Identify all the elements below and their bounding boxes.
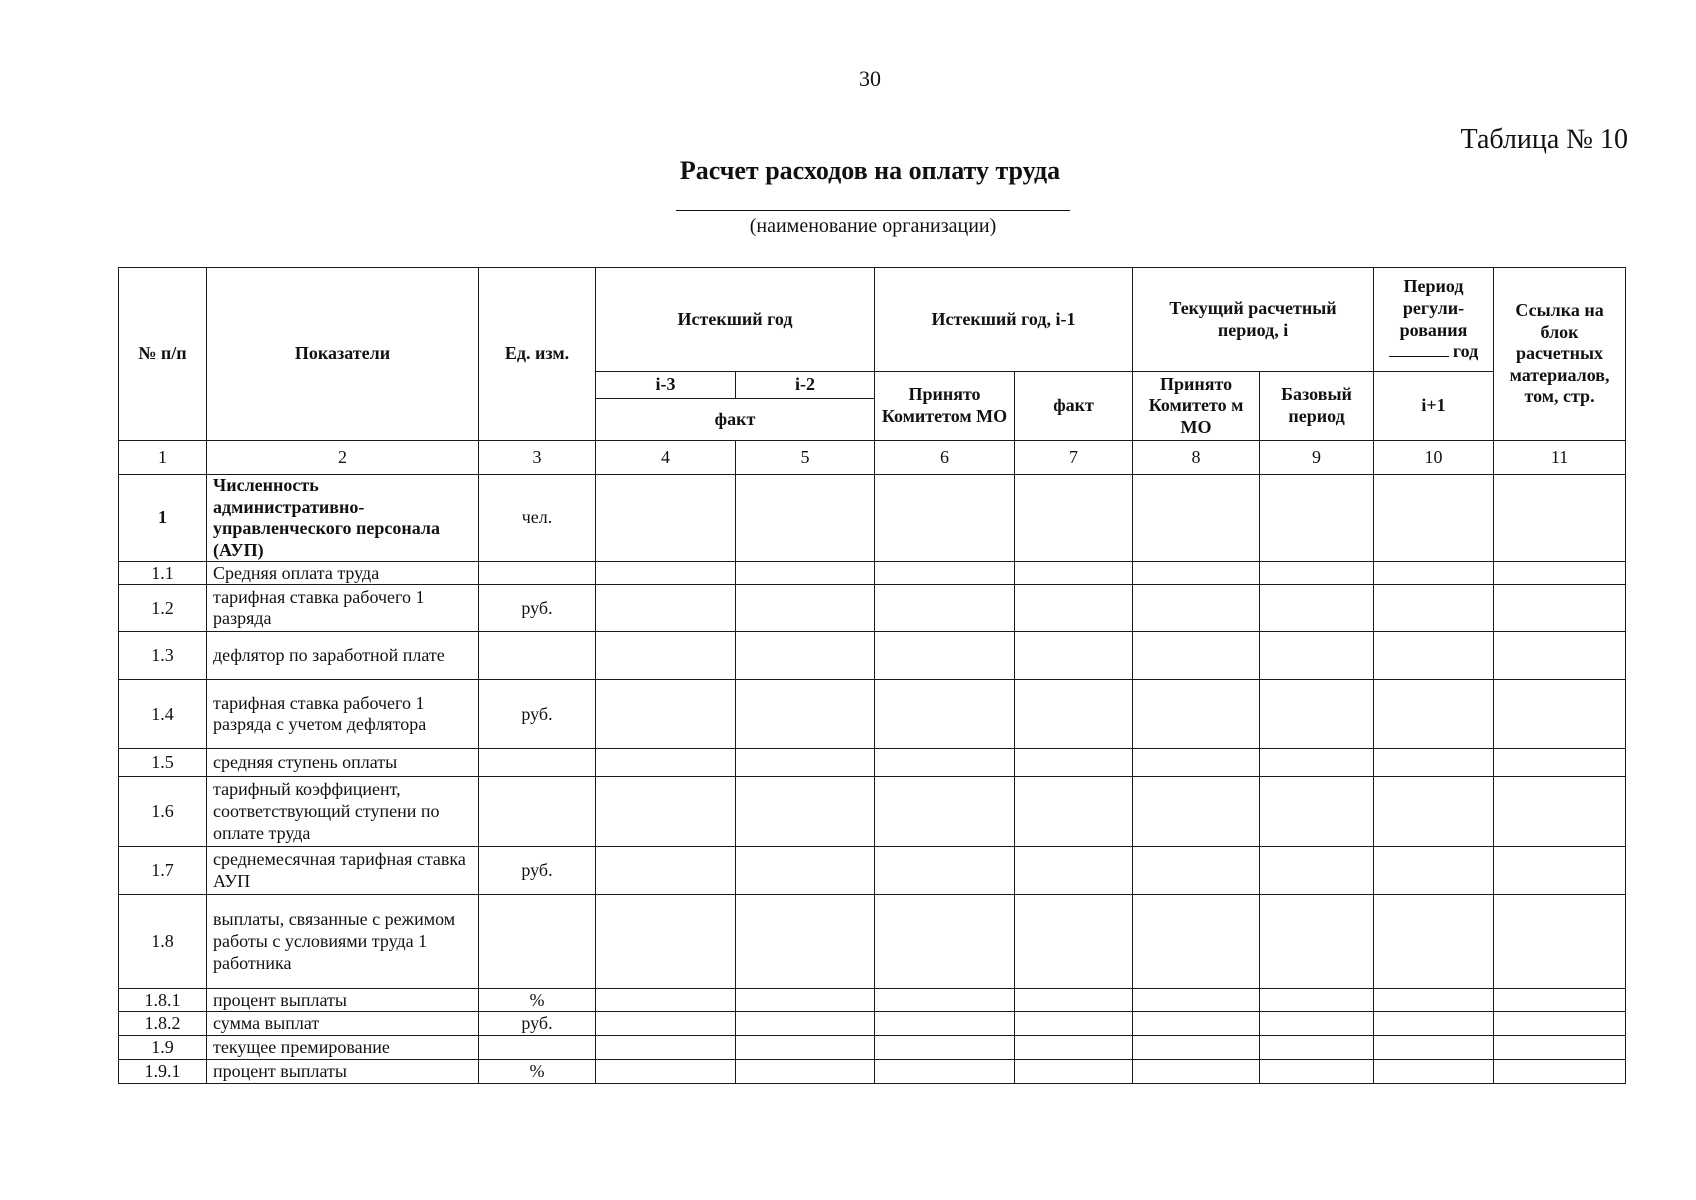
header-accepted-mo-2: Принято Комитето м МО (1133, 372, 1260, 441)
value-cell (1374, 777, 1494, 847)
value-cell (1374, 1036, 1494, 1060)
value-cell (1133, 1036, 1260, 1060)
value-cell (1015, 1060, 1133, 1084)
row-number: 1 (119, 475, 207, 562)
value-cell (736, 585, 875, 632)
value-cell (736, 749, 875, 777)
value-cell (1260, 989, 1374, 1012)
row-number: 1.7 (119, 847, 207, 895)
row-unit: % (479, 989, 596, 1012)
row-unit (479, 895, 596, 989)
header-fact-span: факт (596, 399, 875, 441)
header-fact: факт (1015, 372, 1133, 441)
row-number: 1.8 (119, 895, 207, 989)
row-indicator: тарифный коэффициент, соответствующий ступени по оплате труда (207, 777, 479, 847)
value-cell (1374, 847, 1494, 895)
value-cell (596, 632, 736, 680)
value-cell (1260, 562, 1374, 585)
value-cell (875, 585, 1015, 632)
value-cell (1260, 585, 1374, 632)
labor-cost-table (118, 267, 1626, 1084)
row-indicator: процент выплаты (207, 989, 479, 1012)
value-cell (736, 632, 875, 680)
header-reference: Ссылка на блок расчетных материалов, том, стр. (1494, 268, 1626, 441)
header-accepted-mo: Принято Комитетом МО (875, 372, 1015, 441)
value-cell (1015, 895, 1133, 989)
value-cell (1260, 680, 1374, 749)
column-number: 6 (875, 441, 1015, 475)
row-number: 1.4 (119, 680, 207, 749)
header-indicators: Показатели (207, 268, 479, 441)
table-row (119, 1060, 1626, 1084)
value-cell (1015, 847, 1133, 895)
value-cell (1374, 1012, 1494, 1036)
value-cell (1260, 777, 1374, 847)
value-cell (1015, 989, 1133, 1012)
column-number-row (119, 441, 1626, 475)
row-indicator: тарифная ставка рабочего 1 разряда с учетом дефлятора (207, 680, 479, 749)
row-number: 1.1 (119, 562, 207, 585)
row-number: 1.6 (119, 777, 207, 847)
value-cell (1260, 749, 1374, 777)
value-cell (875, 562, 1015, 585)
value-cell (1374, 562, 1494, 585)
column-number: 5 (736, 441, 875, 475)
value-cell (1133, 989, 1260, 1012)
value-cell (875, 1036, 1015, 1060)
value-cell (1133, 847, 1260, 895)
value-cell (1133, 475, 1260, 562)
value-cell (1494, 847, 1626, 895)
value-cell (1494, 632, 1626, 680)
value-cell (1015, 632, 1133, 680)
value-cell (1133, 680, 1260, 749)
row-number: 1.9.1 (119, 1060, 207, 1084)
value-cell (1015, 1012, 1133, 1036)
column-number: 2 (207, 441, 479, 475)
table-row (119, 1012, 1626, 1036)
value-cell (1374, 475, 1494, 562)
table-row (119, 989, 1626, 1012)
table-row (119, 749, 1626, 777)
value-cell (1494, 895, 1626, 989)
header-i3: i-3 (596, 372, 736, 399)
row-unit (479, 632, 596, 680)
value-cell (1494, 1060, 1626, 1084)
column-number: 1 (119, 441, 207, 475)
row-unit: руб. (479, 585, 596, 632)
value-cell (1494, 1036, 1626, 1060)
value-cell (1015, 475, 1133, 562)
value-cell (875, 632, 1015, 680)
value-cell (1015, 680, 1133, 749)
value-cell (1494, 475, 1626, 562)
value-cell (1133, 632, 1260, 680)
header-i2: i-2 (736, 372, 875, 399)
table-row (119, 585, 1626, 632)
value-cell (875, 989, 1015, 1012)
value-cell (1260, 1060, 1374, 1084)
value-cell (596, 1012, 736, 1036)
table-row (119, 680, 1626, 749)
header-number: № п/п (119, 268, 207, 441)
organization-caption: (наименование организации) (749, 215, 997, 237)
row-number: 1.8.2 (119, 1012, 207, 1036)
row-unit: руб. (479, 847, 596, 895)
value-cell (1374, 632, 1494, 680)
row-indicator: текущее премирование (207, 1036, 479, 1060)
value-cell (1374, 989, 1494, 1012)
value-cell (596, 895, 736, 989)
value-cell (1260, 895, 1374, 989)
value-cell (736, 777, 875, 847)
value-cell (1494, 562, 1626, 585)
row-indicator: сумма выплат (207, 1012, 479, 1036)
table-row (119, 1036, 1626, 1060)
value-cell (1260, 1036, 1374, 1060)
row-indicator: средняя ступень оплаты (207, 749, 479, 777)
value-cell (875, 777, 1015, 847)
column-number: 3 (479, 441, 596, 475)
value-cell (736, 1036, 875, 1060)
row-unit (479, 777, 596, 847)
header-regulation-period-label: Период регули-рования (1399, 276, 1468, 340)
value-cell (736, 475, 875, 562)
value-cell (1133, 585, 1260, 632)
value-cell (1133, 1060, 1260, 1084)
value-cell (596, 847, 736, 895)
row-indicator: процент выплаты (207, 1060, 479, 1084)
row-indicator: тарифная ставка рабочего 1 разряда (207, 585, 479, 632)
value-cell (1260, 1012, 1374, 1036)
value-cell (1374, 1060, 1494, 1084)
value-cell (736, 895, 875, 989)
column-number: 4 (596, 441, 736, 475)
value-cell (736, 1012, 875, 1036)
value-cell (1374, 680, 1494, 749)
value-cell (596, 475, 736, 562)
row-unit: чел. (479, 475, 596, 562)
value-cell (875, 475, 1015, 562)
year-blank-line (1389, 355, 1449, 357)
header-current-period: Текущий расчетный период, i (1133, 268, 1374, 372)
table-row (119, 895, 1626, 989)
value-cell (1494, 749, 1626, 777)
header-regulation-year: год (1452, 341, 1479, 362)
value-cell (1015, 585, 1133, 632)
row-number: 1.9 (119, 1036, 207, 1060)
header-expired-year-i1: Истекший год, i-1 (875, 268, 1133, 372)
value-cell (875, 1012, 1015, 1036)
column-number: 11 (1494, 441, 1626, 475)
row-unit: руб. (479, 1012, 596, 1036)
value-cell (1374, 895, 1494, 989)
value-cell (596, 562, 736, 585)
column-number: 8 (1133, 441, 1260, 475)
value-cell (596, 1036, 736, 1060)
value-cell (1015, 562, 1133, 585)
header-expired-year: Истекший год (596, 268, 875, 372)
table-row (119, 562, 1626, 585)
value-cell (875, 895, 1015, 989)
row-number: 1.5 (119, 749, 207, 777)
value-cell (596, 1060, 736, 1084)
value-cell (1260, 632, 1374, 680)
row-unit: % (479, 1060, 596, 1084)
value-cell (1494, 680, 1626, 749)
value-cell (736, 989, 875, 1012)
organization-name-line (676, 210, 1070, 211)
row-indicator: Численность административно-управленческого персонала (АУП) (207, 475, 479, 562)
row-number: 1.8.1 (119, 989, 207, 1012)
row-indicator: среднемесячная тарифная ставка АУП (207, 847, 479, 895)
value-cell (596, 989, 736, 1012)
value-cell (736, 562, 875, 585)
value-cell (1133, 749, 1260, 777)
value-cell (1260, 847, 1374, 895)
table-row (119, 777, 1626, 847)
value-cell (1015, 1036, 1133, 1060)
value-cell (596, 585, 736, 632)
header-regulation-period (1374, 268, 1494, 372)
value-cell (736, 1060, 875, 1084)
value-cell (736, 680, 875, 749)
value-cell (596, 680, 736, 749)
value-cell (596, 749, 736, 777)
header-unit: Ед. изм. (479, 268, 596, 441)
table-row (119, 632, 1626, 680)
row-unit (479, 562, 596, 585)
value-cell (1015, 749, 1133, 777)
value-cell (1015, 777, 1133, 847)
value-cell (1260, 475, 1374, 562)
header-base-period: Базовый период (1260, 372, 1374, 441)
column-number: 7 (1015, 441, 1133, 475)
row-number: 1.3 (119, 632, 207, 680)
value-cell (1133, 562, 1260, 585)
table-row (119, 475, 1626, 562)
value-cell (875, 749, 1015, 777)
table-row (119, 847, 1626, 895)
value-cell (1494, 1012, 1626, 1036)
value-cell (596, 777, 736, 847)
row-indicator: выплаты, связанные с режимом работы с условиями труда 1 работника (207, 895, 479, 989)
row-unit (479, 749, 596, 777)
value-cell (1133, 895, 1260, 989)
row-unit: руб. (479, 680, 596, 749)
value-cell (1494, 585, 1626, 632)
value-cell (1374, 585, 1494, 632)
value-cell (1494, 989, 1626, 1012)
row-indicator: дефлятор по заработной плате (207, 632, 479, 680)
table-body (119, 475, 1626, 1084)
table-label: Таблица № 10 (1460, 124, 1628, 155)
value-cell (1133, 777, 1260, 847)
value-cell (875, 1060, 1015, 1084)
header-i-plus-1: i+1 (1374, 372, 1494, 441)
value-cell (1133, 1012, 1260, 1036)
document-title: Расчет расходов на оплату труда (679, 156, 1061, 185)
row-number: 1.2 (119, 585, 207, 632)
value-cell (1374, 749, 1494, 777)
row-unit (479, 1036, 596, 1060)
value-cell (736, 847, 875, 895)
page-number: 30 (859, 66, 881, 91)
value-cell (875, 847, 1015, 895)
column-number: 9 (1260, 441, 1374, 475)
row-indicator: Средняя оплата труда (207, 562, 479, 585)
value-cell (1494, 777, 1626, 847)
column-number: 10 (1374, 441, 1494, 475)
value-cell (875, 680, 1015, 749)
